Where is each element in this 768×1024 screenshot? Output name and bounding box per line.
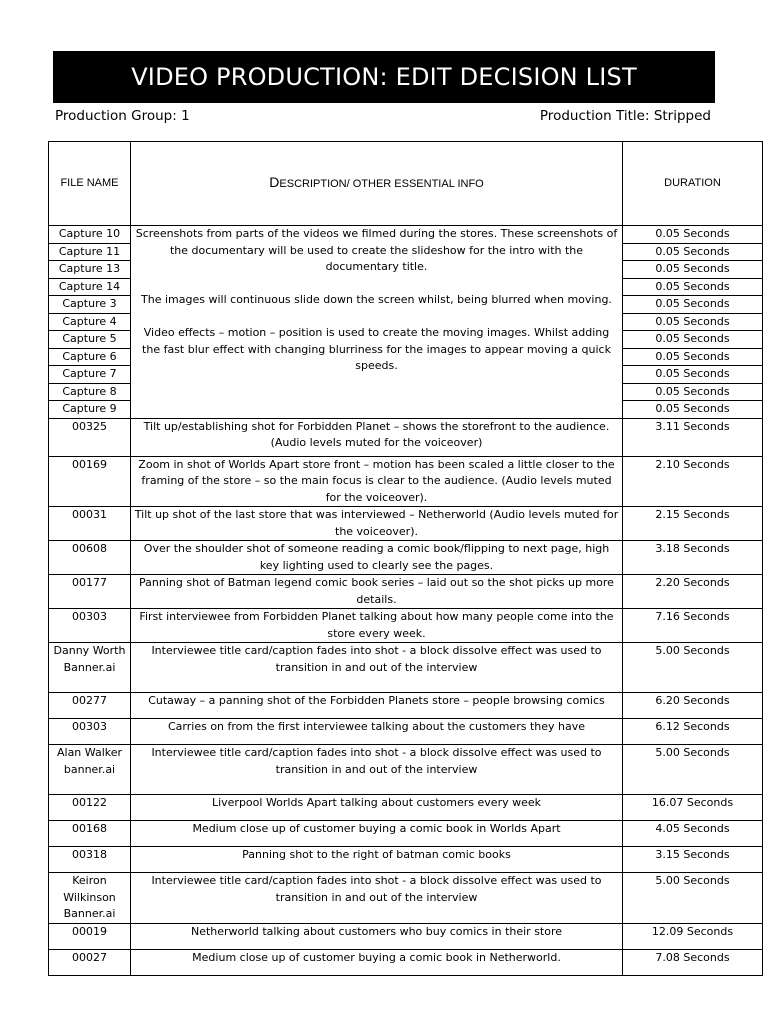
duration-cell: 7.16 Seconds [623, 609, 763, 643]
table-header-row [49, 142, 763, 226]
table-row [49, 226, 763, 244]
file-name-cell: Capture 3 [49, 296, 131, 314]
file-name-cell: Alan Walker banner.ai [49, 745, 131, 795]
file-name-cell: Capture 14 [49, 278, 131, 296]
duration-cell: 2.20 Seconds [623, 575, 763, 609]
table-row [49, 609, 763, 643]
duration-cell: 0.05 Seconds [623, 278, 763, 296]
file-name-cell: 00168 [49, 821, 131, 847]
description-cell: Cutaway – a panning shot of the Forbidden Planets store – people browsing comics [131, 693, 623, 719]
duration-cell: 7.08 Seconds [623, 949, 763, 975]
capture-description-paragraph: The images will continuous slide down the screen whilst, being blurred when moving. [141, 293, 612, 306]
description-cell: Panning shot to the right of batman comic books [131, 847, 623, 873]
description-cell: Netherworld talking about customers who buy comics in their store [131, 923, 623, 949]
file-name-cell: 00325 [49, 418, 131, 456]
file-name-cell: Capture 10 [49, 226, 131, 244]
file-name-cell: 00303 [49, 609, 131, 643]
table-row [49, 821, 763, 847]
duration-cell: 6.12 Seconds [623, 719, 763, 745]
file-name-cell: 00122 [49, 795, 131, 821]
production-title-value: Stripped [653, 108, 711, 124]
table-row [49, 418, 763, 456]
header-description [131, 142, 623, 226]
duration-cell: 0.05 Seconds [623, 261, 763, 279]
duration-cell: 0.05 Seconds [623, 366, 763, 384]
description-cell: Interviewee title card/caption fades into shot - a block dissolve effect was used to transition in and out of the interview [131, 745, 623, 795]
table-row [49, 541, 763, 575]
production-title-label: Production Title: [539, 108, 650, 124]
document-title [53, 51, 715, 103]
production-title [540, 108, 711, 124]
table-row [49, 873, 763, 924]
duration-cell: 0.05 Seconds [623, 331, 763, 349]
table-row [49, 643, 763, 693]
duration-cell: 3.15 Seconds [623, 847, 763, 873]
duration-cell: 5.00 Seconds [623, 873, 763, 924]
capture-description-paragraph: Video effects – motion – position is used to create the moving images. Whilst adding the fast blur effect with changing blurriness for the images to appear moving a quick speeds. [142, 326, 611, 372]
production-group-value: 1 [181, 108, 190, 124]
file-name-cell: Capture 4 [49, 313, 131, 331]
description-cell: Tilt up shot of the last store that was interviewed – Netherworld (Audio levels muted for the voiceover). [131, 507, 623, 541]
file-name-cell: Capture 8 [49, 383, 131, 401]
duration-cell: 5.00 Seconds [623, 745, 763, 795]
production-group-label: Production Group: [55, 108, 177, 124]
file-name-cell: 00177 [49, 575, 131, 609]
description-cell: Interviewee title card/caption fades into shot - a block dissolve effect was used to transition in and out of the interview [131, 643, 623, 693]
document-title-text: VIDEO PRODUCTION: EDIT DECISION LIST [131, 63, 637, 91]
file-name-cell: Capture 13 [49, 261, 131, 279]
duration-cell: 0.05 Seconds [623, 401, 763, 419]
duration-cell: 3.11 Seconds [623, 418, 763, 456]
description-cell: First interviewee from Forbidden Planet talking about how many people come into the store every week. [131, 609, 623, 643]
file-name-cell: 00031 [49, 507, 131, 541]
duration-cell: 2.10 Seconds [623, 456, 763, 507]
table-row [49, 719, 763, 745]
description-cell: Medium close up of customer buying a comic book in Netherworld. [131, 949, 623, 975]
duration-cell: 3.18 Seconds [623, 541, 763, 575]
table-row [49, 575, 763, 609]
file-name-cell: Capture 11 [49, 243, 131, 261]
file-name-cell: 00277 [49, 693, 131, 719]
table-row [49, 507, 763, 541]
file-name-cell: Capture 7 [49, 366, 131, 384]
table-row [49, 949, 763, 975]
description-cell: Tilt up/establishing shot for Forbidden Planet – shows the storefront to the audience. (Audio levels muted for the voiceover) [131, 418, 623, 456]
duration-cell: 0.05 Seconds [623, 243, 763, 261]
duration-cell: 12.09 Seconds [623, 923, 763, 949]
duration-cell: 6.20 Seconds [623, 693, 763, 719]
production-group [55, 108, 190, 124]
description-cell: Zoom in shot of Worlds Apart store front – motion has been scaled a little closer to the framing of the store – so the main focus is clear to the audience. (Audio levels muted for the voiceover). [131, 456, 623, 507]
duration-cell: 0.05 Seconds [623, 296, 763, 314]
duration-cell: 16.07 Seconds [623, 795, 763, 821]
duration-cell: 2.15 Seconds [623, 507, 763, 541]
description-cell: Medium close up of customer buying a comic book in Worlds Apart [131, 821, 623, 847]
file-name-cell: 00169 [49, 456, 131, 507]
edit-decision-table [48, 141, 763, 976]
duration-cell: 0.05 Seconds [623, 226, 763, 244]
description-cell: Panning shot of Batman legend comic book series – laid out so the shot picks up more details. [131, 575, 623, 609]
table-row [49, 847, 763, 873]
file-name-cell: 00608 [49, 541, 131, 575]
file-name-cell: Capture 5 [49, 331, 131, 349]
file-name-cell: Capture 6 [49, 348, 131, 366]
file-name-cell: Keiron Wilkinson Banner.ai [49, 873, 131, 924]
table-row [49, 923, 763, 949]
header-description-initial: D [269, 174, 280, 191]
file-name-cell: 00019 [49, 923, 131, 949]
table-body [49, 226, 763, 976]
file-name-cell: Danny Worth Banner.ai [49, 643, 131, 693]
capture-description-cell [131, 226, 623, 419]
description-cell: Over the shoulder shot of someone reading a comic book/flipping to next page, high key lighting used to clearly see the pages. [131, 541, 623, 575]
table-row [49, 693, 763, 719]
table-row [49, 456, 763, 507]
table-row [49, 745, 763, 795]
file-name-cell: Capture 9 [49, 401, 131, 419]
table-row [49, 795, 763, 821]
production-meta [55, 106, 711, 126]
header-description-rest: ESCRIPTION/ OTHER ESSENTIAL INFO [279, 178, 484, 191]
description-cell: Carries on from the first interviewee talking about the customers they have [131, 719, 623, 745]
description-cell: Liverpool Worlds Apart talking about customers every week [131, 795, 623, 821]
duration-cell: 0.05 Seconds [623, 383, 763, 401]
file-name-cell: 00303 [49, 719, 131, 745]
header-file-name: FILE NAME [49, 142, 131, 226]
duration-cell: 0.05 Seconds [623, 313, 763, 331]
duration-cell: 4.05 Seconds [623, 821, 763, 847]
description-cell: Interviewee title card/caption fades into shot - a block dissolve effect was used to transition in and out of the interview [131, 873, 623, 924]
file-name-cell: 00318 [49, 847, 131, 873]
capture-description-paragraph: Screenshots from parts of the videos we filmed during the stores. These screenshots of the documentary will be used to create the slideshow for the intro with the documentary title. [135, 227, 618, 273]
header-duration: DURATION [623, 142, 763, 226]
duration-cell: 0.05 Seconds [623, 348, 763, 366]
file-name-cell: 00027 [49, 949, 131, 975]
duration-cell: 5.00 Seconds [623, 643, 763, 693]
